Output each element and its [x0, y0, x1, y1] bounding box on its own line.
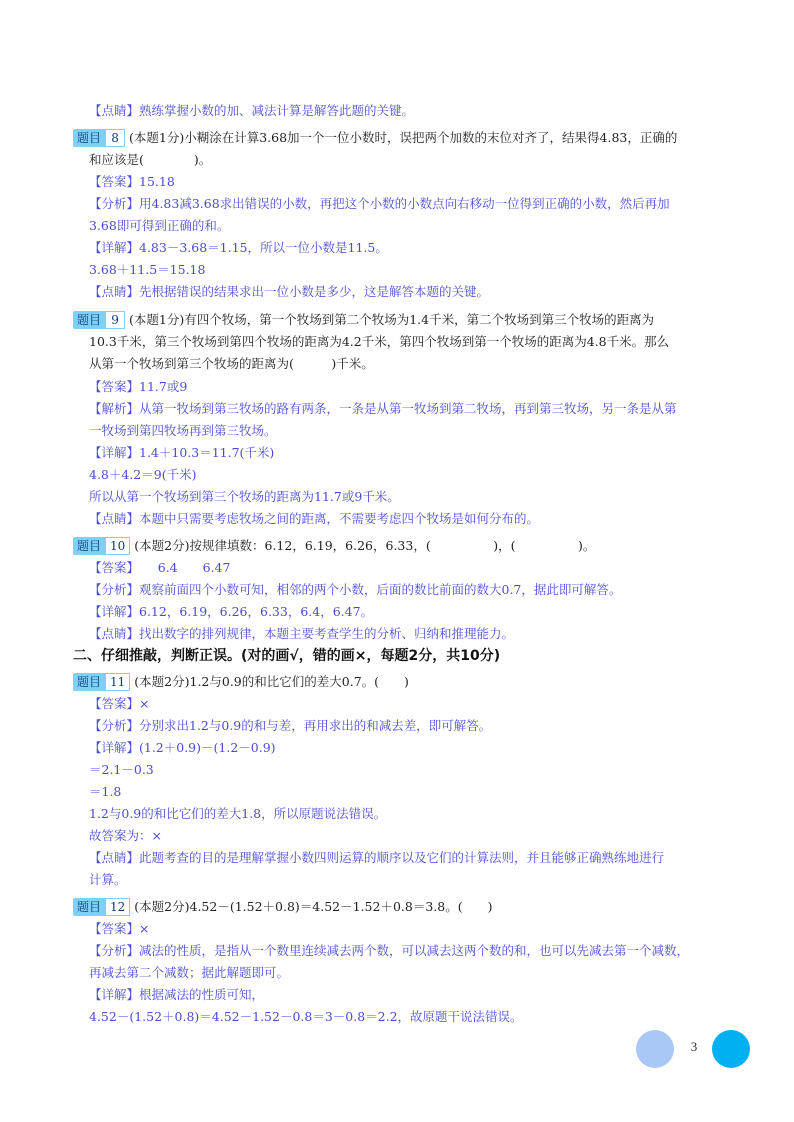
answer: 【答案】×: [89, 921, 150, 936]
analysis: 【分析】用4.83减3.68求出错误的小数，再把这个小数的小数点向右移动一位得到正确的小数，然后再加: [89, 196, 670, 211]
insight: 【点睛】本题中只需要考虑牧场之间的距离，不需要考虑四个牧场是如何分布的。: [89, 511, 540, 526]
question-text-cont: 和应该是( )。: [89, 152, 212, 167]
analysis-cont: 3.68即可得到正确的和。: [89, 218, 230, 233]
question-text-cont: 10.3千米，第三个牧场到第四个牧场的距离为4.2千米，第四个牧场到第一个牧场的距离为4.8千米。那么: [89, 334, 670, 349]
solution-cont: 3.68＋11.5＝15.18: [89, 262, 206, 277]
question-number: 9: [105, 311, 125, 329]
analysis: 【分析】分别求出1.2与0.9的和与差，再用求出的和减去差，即可解答。: [89, 718, 492, 733]
solution-cont: 1.2与0.9的和比它们的差大1.8，所以原题说法错误。: [89, 806, 387, 821]
question-tag: 题目: [73, 537, 105, 555]
question-label: [73, 129, 125, 147]
insight: 【点睛】找出数字的排列规律，本题主要考查学生的分析、归纳和推理能力。: [89, 626, 515, 641]
question-tag: 题目: [73, 311, 105, 329]
explanation-cont: 一牧场到第四牧场再到第三牧场。: [89, 423, 277, 438]
page-number-badge: [636, 1030, 754, 1068]
solution-cont: ＝2.1－0.3: [89, 762, 154, 777]
question-label: [73, 537, 130, 555]
question-9: [73, 311, 654, 329]
question-11: [73, 673, 409, 691]
solution-cont: 4.8＋4.2＝9(千米): [89, 467, 197, 482]
analysis: 【分析】减法的性质，是指从一个数里连续减去两个数，可以减去这两个数的和，也可以先减去第一个减数，: [89, 943, 690, 958]
section-heading: 二、仔细推敲，判断正误。(对的画√，错的画×，每题2分，共10分): [73, 648, 501, 664]
analysis-cont: 再减去第二个减数；据此解题即可。: [89, 965, 290, 980]
insight: 【点睛】此题考查的目的是理解掌握小数四则运算的顺序以及它们的计算法则，并且能够正确熟练地进行: [89, 850, 665, 865]
page-number: 3: [690, 1039, 698, 1054]
solution: 【详解】4.83－3.68＝1.15，所以一位小数是11.5。: [89, 240, 388, 255]
question-number: 11: [105, 673, 130, 691]
insight: 【点睛】先根据错误的结果求出一位小数是多少，这是解答本题的关键。: [89, 284, 490, 299]
answer: 【答案】11.7或9: [89, 379, 188, 394]
question-text: (本题1分)小糊涂在计算3.68加一个一位小数时，误把两个加数的末位对齐了，结果得4.83，正确的: [129, 130, 678, 145]
solution: 【详解】6.12，6.19，6.26，6.33，6.4，6.47。: [89, 604, 374, 619]
question-tag: 题目: [73, 129, 105, 147]
question-text-cont: 从第一个牧场到第三个牧场的距离为( )千米。: [89, 356, 374, 371]
question-label: [73, 311, 125, 329]
insight-cont: 计算。: [89, 872, 127, 887]
q7-insight: 【点睛】熟练掌握小数的加、减法计算是解答此题的关键。: [89, 103, 415, 118]
question-number: 12: [105, 898, 130, 916]
solution-cont: ＝1.8: [89, 784, 122, 799]
solution: 【详解】(1.2＋0.9)－(1.2－0.9): [89, 740, 276, 755]
question-number: 10: [105, 537, 130, 555]
solution-cont: 所以从第一个牧场到第三个牧场的距离为11.7或9千米。: [89, 489, 400, 504]
solution: 【详解】根据减法的性质可知，: [89, 987, 265, 1002]
explanation: 【解析】从第一牧场到第三牧场的路有两条，一条是从第一牧场到第二牧场，再到第三牧场，另一条是从第: [89, 401, 677, 416]
question-text: (本题2分)1.2与0.9的和比它们的差大0.7。( ): [134, 674, 409, 689]
solution-cont: 故答案为：×: [89, 828, 162, 843]
solution-cont: 4.52－(1.52＋0.8)＝4.52－1.52－0.8＝3－0.8＝2.2，故原题干说法错误。: [89, 1009, 523, 1024]
question-number: 8: [105, 129, 125, 147]
question-8: [73, 129, 677, 147]
answer: 【答案】 6.4 6.47: [89, 560, 231, 575]
question-tag: 题目: [73, 673, 105, 691]
question-label: [73, 673, 130, 691]
answer: 【答案】15.18: [89, 174, 175, 189]
question-10: [73, 537, 595, 555]
question-12: [73, 898, 492, 916]
page-circle-left: [636, 1030, 674, 1068]
question-text: (本题2分)按规律填数：6.12，6.19，6.26，6.33，( )，( )。: [134, 538, 596, 553]
analysis: 【分析】观察前面四个小数可知，相邻的两个小数，后面的数比前面的数大0.7，据此即可解答。: [89, 582, 622, 597]
question-text: (本题2分)4.52－(1.52＋0.8)＝4.52－1.52＋0.8＝3.8。( ): [134, 899, 493, 914]
answer: 【答案】×: [89, 696, 150, 711]
question-label: [73, 898, 130, 916]
solution: 【详解】1.4＋10.3＝11.7(千米): [89, 445, 275, 460]
question-tag: 题目: [73, 898, 105, 916]
page-circle-right: [712, 1030, 750, 1068]
question-text: (本题1分)有四个牧场，第一个牧场到第二个牧场为1.4千米，第二个牧场到第三个牧场的距离为: [129, 312, 655, 327]
